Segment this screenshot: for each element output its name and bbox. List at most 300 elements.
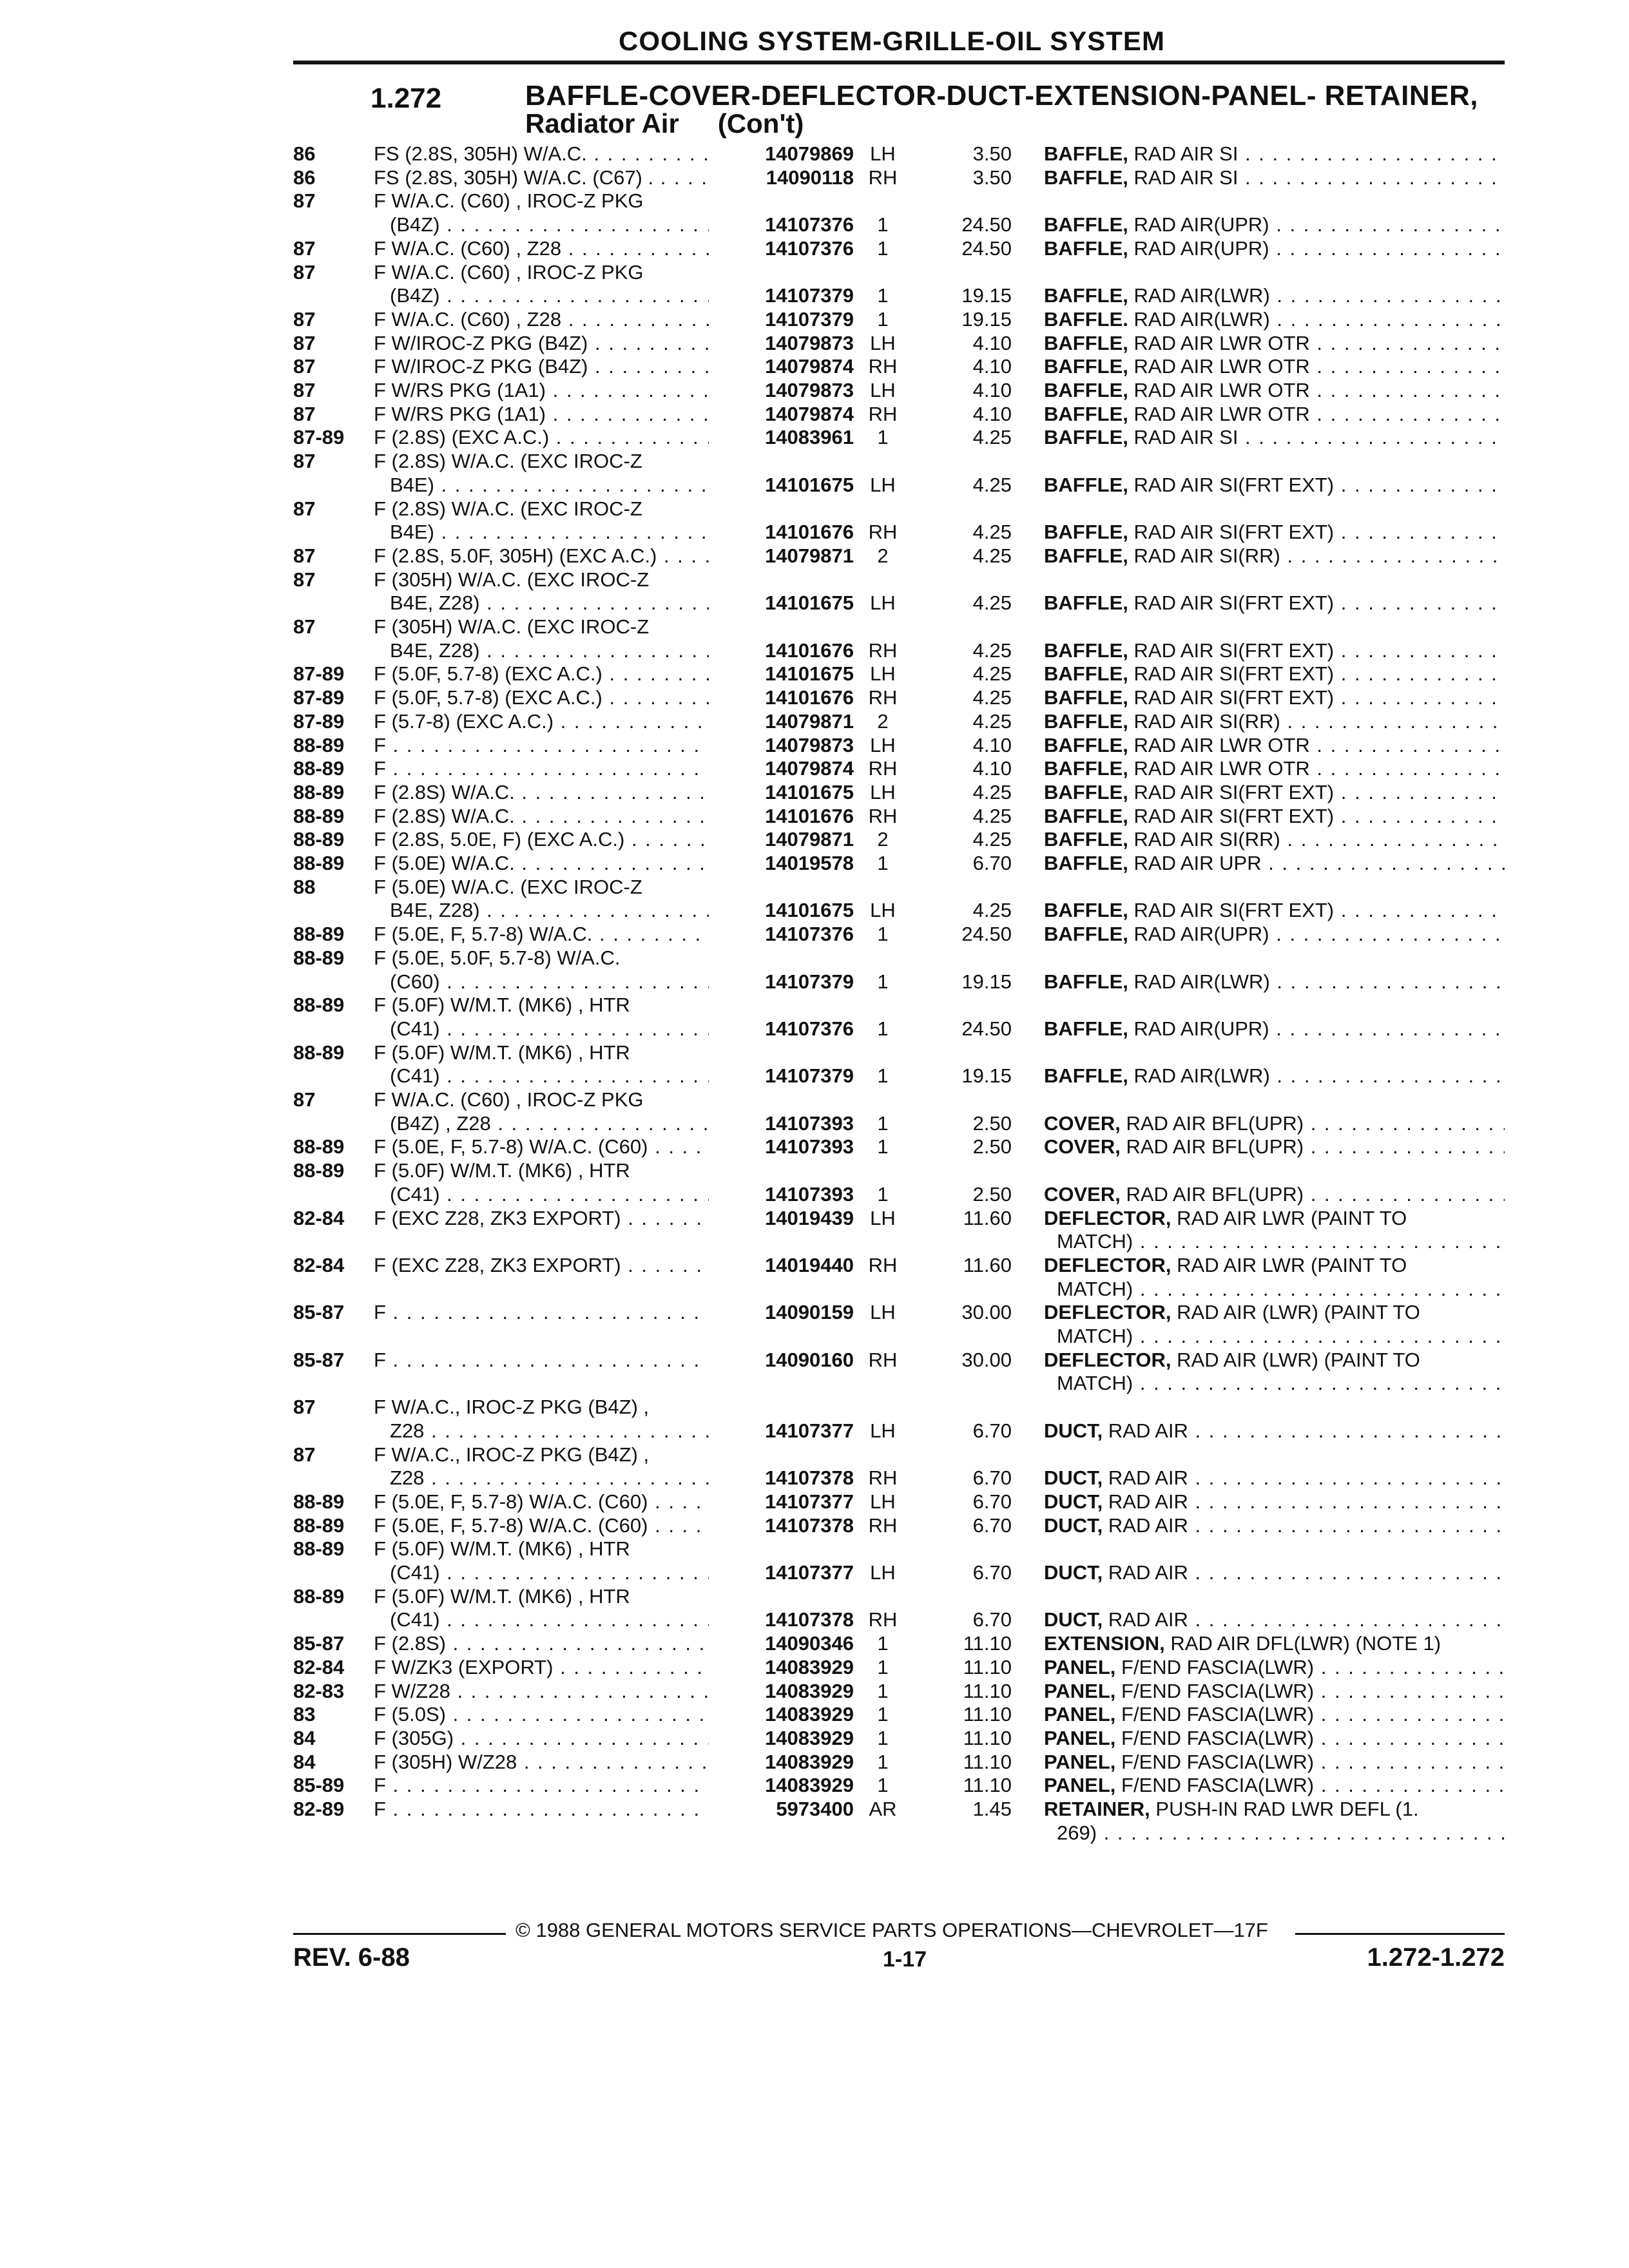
quantity: 1 [877,1679,889,1702]
part-name-detail: RAD AIR SI(FRT EXT) [1133,639,1335,662]
list-item [0,568,1629,591]
application-description: Z28 . . . [390,1466,709,1490]
list-item [0,1726,1629,1750]
part-name-keyword: PANEL, [1044,1679,1116,1702]
part-name-keyword: BAFFLE, [1044,142,1128,165]
part-name [1044,1064,1505,1088]
price: 24.50 [961,236,1012,260]
model-year: 88-89 [293,923,345,946]
application-description: F (5.0E) W/A.C. . . . [374,851,709,875]
list-item [0,544,1629,568]
part-name-detail: RAD AIR DFL(LWR) (NOTE 1) [1170,1632,1441,1655]
price: 11.60 [963,1253,1012,1276]
price: 1.45 [972,1798,1012,1820]
part-name-detail: RAD AIR(UPR) [1133,923,1269,946]
model-year: 88-89 [293,1041,345,1064]
model-year: 87 [293,307,316,331]
price: 2.50 [972,1111,1012,1135]
part-number: 14107377 [709,1419,854,1443]
part-name [1044,1206,1505,1230]
model-year: 88-89 [293,1584,345,1608]
price: 11.10 [963,1655,1012,1678]
model-year: 87-89 [293,709,345,733]
section-number: 1.272 [371,82,442,114]
quantity: LH [870,1561,896,1584]
quantity: 1 [877,923,889,946]
part-number: 14083929 [709,1679,854,1703]
price: 30.00 [961,1348,1012,1371]
part-name-detail: F/END FASCIA(LWR) [1121,1679,1315,1702]
application-description: F W/IROC-Z PKG (B4Z) . . . [374,354,709,378]
list-item [0,1017,1629,1041]
application-description: F . . . [374,733,709,757]
list-item [0,425,1629,449]
part-name [1044,1490,1505,1514]
part-name [1044,142,1505,166]
part-name-detail: RAD AIR SI(RR) [1133,828,1280,851]
model-year: 84 [293,1750,316,1773]
part-name [1044,307,1505,331]
part-name-detail: RAD AIR LWR OTR [1133,733,1310,756]
quantity: 1 [877,1655,889,1678]
part-name [1057,1821,1505,1845]
list-item [0,189,1629,213]
list-item [0,898,1629,922]
application-description: F (305H) W/A.C. (EXC IROC-Z [374,568,650,591]
application-description: F (5.0E, F, 5.7-8) W/A.C. . . . [374,922,709,946]
price: 19.15 [961,284,1012,307]
list-item [0,213,1629,236]
application-description: (B4Z) . . . [390,284,709,307]
list-item [0,1277,1629,1301]
list-item [0,1253,1629,1277]
part-name-detail: MATCH) [1057,1230,1133,1253]
application-description: F W/A.C. (C60) , IROC-Z PKG [374,1088,644,1111]
price: 4.25 [972,804,1012,827]
price: 11.10 [963,1726,1012,1749]
application-description: F W/A.C., IROC-Z PKG (B4Z) , [374,1443,650,1466]
list-item [0,1537,1629,1561]
quantity: 2 [877,828,889,851]
model-year: 88-89 [293,852,345,874]
part-number: 14079874 [709,402,854,426]
list-item [0,1797,1629,1821]
application-description: F (2.8S) (EXC A.C.) . . . [374,425,709,449]
part-number: 14083961 [709,425,854,449]
part-name-keyword: BAFFLE, [1044,591,1128,615]
model-year: 82-83 [293,1679,345,1702]
application-description: F (305G) . . . [374,1726,709,1750]
part-name [1057,1371,1505,1395]
model-year: 87-89 [293,686,345,709]
list-item [0,1111,1629,1135]
application-description: (B4Z) , Z28 . . . [390,1111,709,1135]
part-name-keyword: COVER, [1044,1182,1121,1206]
part-number: 14019439 [709,1206,854,1230]
price: 11.10 [963,1679,1012,1702]
price: 4.25 [972,780,1012,803]
part-name-keyword: BAFFLE, [1044,1017,1128,1040]
list-item [0,591,1629,615]
part-name-detail: RAD AIR(LWR) [1133,970,1270,993]
model-year: 88-89 [293,828,345,851]
model-year: 88-89 [293,946,345,969]
model-year: 87 [293,1088,316,1111]
part-number: 14107377 [709,1490,854,1514]
list-item [0,1514,1629,1537]
list-item [0,993,1629,1017]
model-year: 88-89 [293,780,345,803]
model-year: 82-84 [293,1253,345,1276]
part-name [1044,804,1505,828]
application-description: FS (2.8S, 305H) W/A.C. . . . [374,142,709,166]
part-number: 14107393 [709,1182,854,1206]
part-name-keyword: BAFFLE, [1044,544,1128,567]
part-name-keyword: DUCT, [1044,1561,1103,1584]
price: 4.10 [972,733,1012,756]
model-year: 87 [293,189,316,213]
list-item [0,473,1629,497]
application-description: F (2.8S) W/A.C. (EXC IROC-Z [374,450,642,473]
part-name-keyword: PANEL, [1044,1655,1116,1678]
list-item [0,1371,1629,1395]
application-description: F (5.0S) . . . [374,1702,709,1726]
price: 4.25 [972,473,1012,496]
part-number: 14083929 [709,1702,854,1726]
quantity: RH [868,166,898,189]
part-name-detail: PUSH-IN RAD LWR DEFL (1. [1155,1798,1419,1820]
part-name [1044,827,1505,851]
list-item [0,1679,1629,1703]
model-year: 86 [293,142,316,165]
list-item [0,166,1629,189]
quantity: AR [869,1798,897,1820]
quantity: RH [868,355,898,378]
part-name [1044,922,1505,946]
list-item [0,1750,1629,1774]
price: 4.25 [972,662,1012,686]
application-description: F W/A.C., IROC-Z PKG (B4Z) , [374,1396,650,1419]
price: 3.50 [972,166,1012,189]
part-name-keyword: COVER, [1044,1135,1121,1158]
quantity: 1 [877,1182,889,1206]
section-title: BAFFLE-COVER-DEFLECTOR-DUCT-EXTENSION-PANEL- RETAINER, [525,80,1478,111]
part-name-keyword: BAFFLE, [1044,780,1128,803]
part-name [1044,1111,1505,1135]
part-name-keyword: BAFFLE. [1044,307,1128,331]
list-item [0,804,1629,828]
part-number: 14101676 [709,639,854,662]
application-description: B4E) . . . [390,520,709,544]
part-name-keyword: BAFFLE, [1044,213,1128,236]
part-name [1044,1631,1505,1655]
part-name-detail: RAD AIR SI(FRT EXT) [1133,662,1335,686]
part-name-keyword: DEFLECTOR, [1044,1253,1171,1276]
part-name [1044,970,1505,994]
price: 4.25 [972,899,1012,922]
list-item [0,686,1629,709]
part-number: 14079873 [709,331,854,355]
quantity: RH [868,1348,898,1371]
application-description: F (5.0E) W/A.C. (EXC IROC-Z [374,875,642,898]
part-name-detail: RAD AIR(LWR) [1133,307,1270,331]
quantity: RH [868,1608,898,1631]
application-description: F . . . [374,1797,709,1821]
part-name-keyword: PANEL, [1044,1750,1116,1773]
part-name-keyword: BAFFLE, [1044,970,1128,993]
part-name-keyword: BAFFLE, [1044,402,1128,425]
application-description: F (EXC Z28, ZK3 EXPORT) . . . [374,1253,709,1277]
part-name-detail: RAD AIR UPR [1133,852,1262,874]
part-name-detail: RAD AIR (LWR) (PAINT TO [1177,1348,1420,1371]
part-name-detail: RAD AIR [1108,1490,1188,1513]
list-item [0,1443,1629,1466]
application-description: F W/A.C. (C60) , IROC-Z PKG [374,260,644,284]
part-name-detail: MATCH) [1057,1277,1133,1300]
quantity: LH [870,473,896,496]
list-item [0,1821,1629,1845]
quantity: RH [868,757,898,780]
list-item [0,1229,1629,1253]
list-item [0,922,1629,946]
part-number: 14107378 [709,1466,854,1490]
price: 6.70 [972,1608,1012,1631]
application-description: (C41) . . . [390,1561,709,1584]
part-name [1044,213,1505,236]
list-item [0,780,1629,804]
part-name [1044,284,1505,307]
model-year: 87 [293,331,316,354]
application-description: F W/A.C. (C60) , IROC-Z PKG [374,189,644,213]
price: 4.10 [972,379,1012,401]
application-description: F . . . [374,1348,709,1372]
quantity: 1 [877,852,889,874]
part-name-keyword: DUCT, [1044,1419,1103,1442]
price: 6.70 [972,1419,1012,1442]
list-item [0,1348,1629,1372]
part-number: 14107378 [709,1514,854,1537]
part-number: 14079874 [709,756,854,780]
price: 2.50 [972,1135,1012,1158]
quantity: RH [868,1466,898,1490]
price: 6.70 [972,1466,1012,1490]
model-year: 87 [293,497,316,520]
part-name-detail: RAD AIR SI(FRT EXT) [1133,899,1335,922]
part-name [1044,709,1505,733]
model-year: 87 [293,544,316,567]
list-item [0,449,1629,473]
part-name [1044,733,1505,757]
part-name-keyword: DEFLECTOR, [1044,1301,1171,1324]
part-name [1044,1655,1505,1679]
part-name-keyword: PANEL, [1044,1774,1116,1797]
part-name [1044,662,1505,686]
part-name-detail: RAD AIR LWR OTR [1133,402,1310,425]
part-name-keyword: BAFFLE, [1044,426,1128,449]
part-name-detail: RAD AIR SI(FRT EXT) [1133,686,1335,709]
part-name-detail: RAD AIR(UPR) [1133,1017,1269,1040]
list-item [0,307,1629,331]
part-name [1044,1514,1505,1537]
application-description: F (5.7-8) (EXC A.C.) . . . [374,709,709,733]
part-number: 14079869 [709,142,854,166]
page-number: 1-17 [883,1947,927,1972]
application-description: F (5.0E, F, 5.7-8) W/A.C. (C60) . . . [374,1514,709,1537]
part-name-detail: RAD AIR SI(FRT EXT) [1133,780,1335,803]
application-description: F (5.0F, 5.7-8) (EXC A.C.) . . . [374,686,709,709]
model-year: 87 [293,355,316,378]
list-item [0,497,1629,521]
part-name-keyword: DEFLECTOR, [1044,1206,1171,1229]
list-item [0,1419,1629,1443]
section-range: 1.272-1.272 [1367,1943,1505,1972]
application-description: B4E, Z28) . . . [390,591,709,615]
price: 19.15 [961,1064,1012,1088]
part-name-keyword: BAFFLE, [1044,1064,1128,1088]
list-item [0,1702,1629,1726]
part-name-detail: RAD AIR BFL(UPR) [1126,1135,1304,1158]
part-name-detail: RAD AIR SI(FRT EXT) [1133,521,1335,544]
model-year: 88-89 [293,1159,345,1182]
price: 11.10 [963,1632,1012,1655]
model-year: 82-84 [293,1206,345,1229]
quantity: LH [870,379,896,401]
part-name-keyword: DUCT, [1044,1514,1103,1537]
model-year: 87 [293,379,316,401]
part-number: 14107376 [709,1017,854,1041]
part-name-detail: MATCH) [1057,1372,1133,1395]
part-number: 14090159 [709,1300,854,1324]
application-description: F (305H) W/A.C. (EXC IROC-Z [374,615,650,638]
part-name [1044,1726,1505,1750]
part-number: 14079871 [709,709,854,733]
part-name-detail: RAD AIR [1108,1608,1188,1631]
model-year: 87 [293,615,316,638]
part-number: 14079871 [709,544,854,568]
part-name-detail: RAD AIR BFL(UPR) [1126,1111,1304,1135]
part-name-keyword: BAFFLE, [1044,379,1128,401]
application-description: F (5.0F) W/M.T. (MK6) , HTR [374,1584,630,1608]
model-year: 88-89 [293,757,345,780]
model-year: 82-84 [293,1655,345,1678]
price: 4.25 [972,544,1012,567]
application-description: F (305H) W/Z28 . . . [374,1750,709,1774]
part-number: 14101675 [709,591,854,615]
application-description: F (2.8S, 5.0E, F) (EXC A.C.) . . . [374,827,709,851]
application-description: F W/Z28 . . . [374,1679,709,1703]
application-description: F W/RS PKG (1A1) . . . [374,378,709,402]
part-name-detail: RAD AIR LWR (PAINT TO [1177,1206,1407,1229]
application-description: F W/A.C. (C60) , Z28 . . . [374,236,709,260]
price: 4.10 [972,402,1012,425]
part-number: 14019578 [709,851,854,875]
list-item [0,1773,1629,1797]
part-name [1044,898,1505,922]
part-name [1044,166,1505,189]
quantity: 1 [877,1774,889,1797]
part-number: 14101676 [709,804,854,828]
part-number: 14107376 [709,922,854,946]
model-year: 88-89 [293,1490,345,1513]
price: 4.10 [972,331,1012,354]
part-name [1044,1797,1505,1821]
quantity: RH [868,1253,898,1276]
model-year: 87 [293,450,316,473]
part-name [1044,520,1505,544]
model-year: 87 [293,1396,316,1419]
price: 24.50 [961,213,1012,236]
price: 4.25 [972,521,1012,544]
section-subtitle [525,108,804,139]
application-description: F (EXC Z28, ZK3 EXPORT) . . . [374,1206,709,1230]
model-year: 87 [293,402,316,425]
quantity: 1 [877,1632,889,1655]
price: 4.25 [972,686,1012,709]
quantity: RH [868,521,898,544]
part-name-keyword: BAFFLE, [1044,521,1128,544]
application-description: B4E, Z28) . . . [390,898,709,922]
price: 4.25 [972,639,1012,662]
application-description: F W/ZK3 (EXPORT) . . . [374,1655,709,1679]
list-item [0,354,1629,378]
list-item [0,1135,1629,1158]
part-number: 14101676 [709,520,854,544]
part-name [1044,1300,1505,1324]
price: 2.50 [972,1182,1012,1206]
part-name-detail: RAD AIR SI [1133,142,1239,165]
part-number: 14090118 [709,166,854,189]
part-name [1044,402,1505,426]
part-name-keyword: BAFFLE, [1044,733,1128,756]
quantity: 1 [877,1064,889,1088]
part-name-keyword: PANEL, [1044,1726,1116,1749]
quantity: LH [870,733,896,756]
part-name-keyword: BAFFLE, [1044,923,1128,946]
part-name-keyword: BAFFLE, [1044,166,1128,189]
list-item [0,378,1629,402]
list-item [0,970,1629,994]
list-item [0,1608,1629,1631]
part-name-keyword: BAFFLE, [1044,331,1128,354]
price: 11.10 [963,1703,1012,1726]
quantity: 1 [877,213,889,236]
model-year: 87-89 [293,426,345,449]
price: 6.70 [972,1490,1012,1513]
part-number: 14107393 [709,1135,854,1158]
quantity: 1 [877,426,889,449]
quantity: 2 [877,544,889,567]
price: 4.25 [972,591,1012,615]
list-item [0,1395,1629,1419]
part-name-keyword: BAFFLE, [1044,284,1128,307]
part-name [1044,1561,1505,1584]
price: 11.10 [963,1750,1012,1773]
part-name-keyword: PANEL, [1044,1703,1116,1726]
part-name-detail: RAD AIR LWR OTR [1133,331,1310,354]
list-item [0,1561,1629,1584]
part-number: 14079873 [709,378,854,402]
application-description: F (5.0F) W/M.T. (MK6) , HTR [374,994,630,1017]
quantity: 1 [877,970,889,993]
application-description: (C41) . . . [390,1064,709,1088]
list-item [0,1466,1629,1490]
application-description: (B4Z) . . . [390,213,709,236]
part-name-detail: MATCH) [1057,1325,1133,1347]
part-name [1057,1324,1505,1348]
list-item [0,1041,1629,1064]
part-name-detail: RAD AIR SI(RR) [1133,709,1280,733]
application-description: F (5.0F) W/M.T. (MK6) , HTR [374,1159,630,1182]
